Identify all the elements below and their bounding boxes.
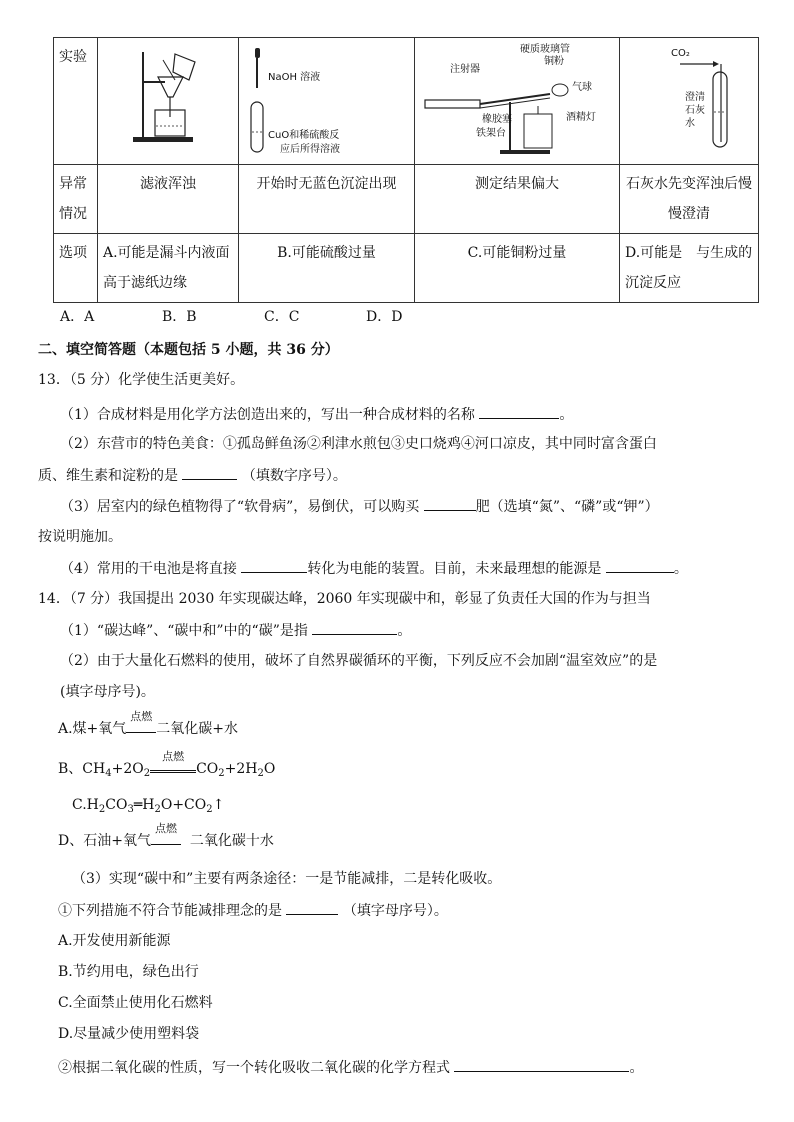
stopper-label: 橡胶塞: [482, 114, 512, 125]
abnormal-cell: 开始时无蓝色沉淀出现: [239, 165, 415, 234]
q14-part2-line2: (填字母序号)。: [60, 684, 155, 700]
q14-part3: （3）实现“碳中和”主要有两条途径：一是节能减排，二是转化吸收。: [72, 871, 502, 887]
q13-part4: （4）常用的干电池是将直接 转化为电能的装置。目前，未来最理想的能源是 。: [60, 558, 688, 579]
measure-item: D.尽量减少使用塑料袋: [58, 1026, 200, 1042]
answer-blank[interactable]: [286, 900, 338, 915]
limewater-label-1: 澄清: [685, 92, 705, 103]
q14-part1: （1）“碳达峰”、“碳中和”中的“碳”是指 。: [60, 620, 411, 641]
answer-blank[interactable]: [424, 496, 476, 511]
q14-part3-1-pre: ①下列措施不符合节能减排理念的是: [58, 903, 282, 919]
option-d-post: 二氧化碳十水: [189, 833, 274, 849]
option-b-post: CO: [196, 761, 219, 777]
choice-c[interactable]: C．C: [264, 309, 300, 325]
option-cell: B.可能硫酸过量: [239, 234, 415, 303]
measure-item: A.开发使用新能源: [58, 933, 171, 949]
solution-label-1: CuO和稀硫酸反: [268, 130, 340, 141]
row-header-options: 选项: [54, 234, 98, 303]
abnormal-cell: 滤液浑浊: [98, 165, 239, 234]
q13-part2-line2: [38, 465, 347, 486]
choice-b[interactable]: B．B: [162, 309, 197, 325]
syringe-label: 注射器: [450, 64, 480, 75]
balloon-label: 气球: [572, 82, 592, 93]
abnormal-cell: 石灰水先变浑浊后慢慢澄清: [620, 165, 759, 234]
q13-stem: 13．（5 分）化学使生活更美好。: [38, 372, 245, 388]
table-row: [54, 165, 759, 234]
copper-tube-figure: [420, 42, 614, 160]
answer-blank[interactable]: [606, 558, 674, 573]
table-row: [54, 234, 759, 303]
q13-part4-pre: （4）常用的干电池是将直接: [60, 561, 237, 577]
tube-label: 硬质玻璃管: [520, 44, 570, 55]
measure-item: B.节约用电，绿色出行: [58, 964, 199, 980]
table-row: [54, 38, 759, 165]
answer-blank[interactable]: [479, 404, 559, 419]
row-header-abnormal: 异常情况: [54, 165, 98, 234]
q14-stem: 14．（7 分）我国提出 2030 年实现碳达峰，2060 年实现碳中和，彰显了负责任大国的作为与担当: [38, 591, 651, 607]
q13-part2-post: （填数字序号）。: [241, 468, 347, 484]
powder-label: 铜粉: [544, 56, 564, 67]
q13-part1-text: （1）合成材料是用化学方法创造出来的，写出一种合成材料的名称: [60, 407, 475, 423]
section-title: 二、填空简答题（本题包括 5 小题，共 36 分）: [38, 342, 339, 358]
q14-part3-2: ②根据二氧化碳的性质，写一个转化吸收二氧化碳的化学方程式 。: [58, 1057, 643, 1078]
answer-blank[interactable]: [454, 1057, 629, 1072]
q13-part3-pre: （3）居室内的绿色植物得了“软骨病”，易倒伏，可以购买: [60, 499, 420, 515]
q14-part3-2-text: ②根据二氧化碳的性质，写一个转化吸收二氧化碳的化学方程式: [58, 1060, 450, 1076]
naoh-label: NaOH 溶液: [268, 72, 321, 83]
option-c-text: C.H: [72, 797, 99, 813]
abnormal-cell: 测定结果偏大: [415, 165, 620, 234]
q14-part1-text: （1）“碳达峰”、“碳中和”中的“碳”是指: [60, 623, 308, 639]
option-b-pre: B、CH: [58, 761, 106, 777]
ignite-condition: 点燃: [130, 710, 153, 723]
ignite-condition: 点燃: [154, 822, 177, 835]
filtration-figure: [103, 42, 233, 160]
q13-part3-line2: 按说明施加。: [38, 529, 122, 545]
option-a-pre: A.煤+氧气: [58, 721, 127, 737]
option-a-post: 二氧化碳+水: [156, 721, 239, 737]
precipitation-apparatus: [239, 38, 415, 165]
choice-a[interactable]: A．A: [60, 309, 95, 325]
limewater-apparatus: [620, 38, 759, 165]
answer-blank[interactable]: [241, 558, 307, 573]
solution-label-2: 应后所得溶液: [280, 144, 340, 155]
q13-part1: （1）合成材料是用化学方法创造出来的，写出一种合成材料的名称 。: [60, 404, 573, 425]
q13-part4-mid: 转化为电能的装置。目前，未来最理想的能源是: [307, 561, 602, 577]
dropper-tube-figure: [244, 42, 404, 160]
q13-part2-line1: （2）东营市的特色美食：①孤岛鲜鱼汤②利津水煎包③史口烧鸡④河口凉皮，其中同时富含蛋白: [60, 436, 657, 452]
stand-label: 铁架台: [476, 128, 506, 139]
copper-oxygen-apparatus: [415, 38, 620, 165]
filtration-apparatus: [98, 38, 239, 165]
lamp-label: 酒精灯: [566, 112, 596, 123]
option-cell: C.可能铜粉过量: [415, 234, 620, 303]
option-d-pre: D、石油+氧气: [58, 833, 151, 849]
q14-option-d: [58, 822, 274, 851]
answer-choices: [60, 307, 468, 327]
q13-part2-pre: 质、维生素和淀粉的是: [38, 468, 178, 484]
row-header-experiment: 实验: [54, 38, 98, 165]
limewater-label-2: 石灰: [685, 105, 705, 116]
option-cell: D.可能是 与生成的沉淀反应: [620, 234, 759, 303]
q14-part3-1: [58, 900, 448, 921]
option-cell: A.可能是漏斗内液面高于滤纸边缘: [98, 234, 239, 303]
q14-option-a: [58, 710, 239, 739]
measure-item: C.全面禁止使用化石燃料: [58, 995, 213, 1011]
q14-part2-line1: （2）由于大量化石燃料的使用，破坏了自然界碳循环的平衡，下列反应不会加剧“温室效应”的是: [60, 653, 658, 669]
q14-part3-1-post: （填字母序号）。: [342, 903, 448, 919]
ignite-condition: 点燃: [162, 750, 185, 763]
experiment-table: [53, 37, 759, 303]
co2-label: CO₂: [671, 48, 690, 59]
q14-option-b: B、$CH_4+2O_2$ 点燃 $CO_2+2H_2O$: [58, 759, 275, 784]
q14-option-c: $C.H_2CO_3═H_2O+CO_2↑$: [72, 797, 225, 815]
q13-part3-line1: [60, 496, 659, 517]
limewater-label-3: 水: [685, 118, 695, 129]
q13-part3-post: 肥（选填“氮”、“磷”或“钾”）: [475, 499, 659, 515]
answer-blank[interactable]: [312, 620, 397, 635]
choice-d[interactable]: D．D: [366, 309, 403, 325]
answer-blank[interactable]: [182, 465, 237, 480]
